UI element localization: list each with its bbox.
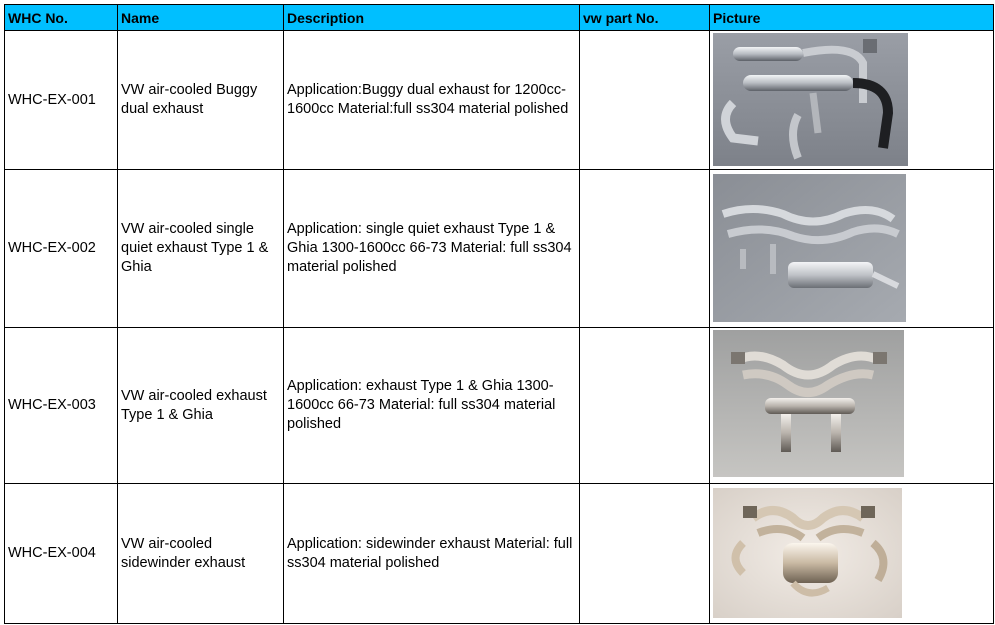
cell-description: Application:Buggy dual exhaust for 1200cc-1600cc Material:full ss304 material polished [284, 31, 580, 170]
cell-whc-no: WHC-EX-001 [5, 31, 118, 170]
table-row [5, 31, 994, 170]
cell-description: Application: single quiet exhaust Type 1 & Ghia 1300-1600cc 66-73 Material: full ss304 material polished [284, 170, 580, 328]
cell-whc-no: WHC-EX-002 [5, 170, 118, 328]
cell-name: VW air-cooled sidewinder exhaust [118, 484, 284, 624]
cell-whc-no: WHC-EX-004 [5, 484, 118, 624]
quiet-exhaust-photo [713, 174, 906, 322]
cell-picture [710, 31, 994, 170]
header-vw-part-no: vw part No. [580, 5, 710, 31]
cell-vw-part-no [580, 328, 710, 484]
header-picture: Picture [710, 5, 994, 31]
cell-vw-part-no [580, 170, 710, 328]
table-row [5, 484, 994, 624]
cell-description: Application: sidewinder exhaust Material: full ss304 material polished [284, 484, 580, 624]
header-row [5, 5, 994, 31]
cell-picture [710, 484, 994, 624]
cell-picture [710, 170, 994, 328]
product-table [4, 4, 994, 624]
cell-name: VW air-cooled exhaust Type 1 & Ghia [118, 328, 284, 484]
cell-picture [710, 328, 994, 484]
sidewinder-exhaust-photo [713, 488, 902, 618]
table-row [5, 328, 994, 484]
cell-description: Application: exhaust Type 1 & Ghia 1300-1600cc 66-73 Material: full ss304 material polished [284, 328, 580, 484]
cell-whc-no: WHC-EX-003 [5, 328, 118, 484]
table-row [5, 170, 994, 328]
cell-vw-part-no [580, 31, 710, 170]
header-name: Name [118, 5, 284, 31]
cell-name: VW air-cooled single quiet exhaust Type 1 & Ghia [118, 170, 284, 328]
type1-exhaust-photo [713, 330, 904, 477]
cell-vw-part-no [580, 484, 710, 624]
dual-exhaust-photo [713, 33, 908, 166]
header-description: Description [284, 5, 580, 31]
header-whc-no: WHC No. [5, 5, 118, 31]
cell-name: VW air-cooled Buggy dual exhaust [118, 31, 284, 170]
